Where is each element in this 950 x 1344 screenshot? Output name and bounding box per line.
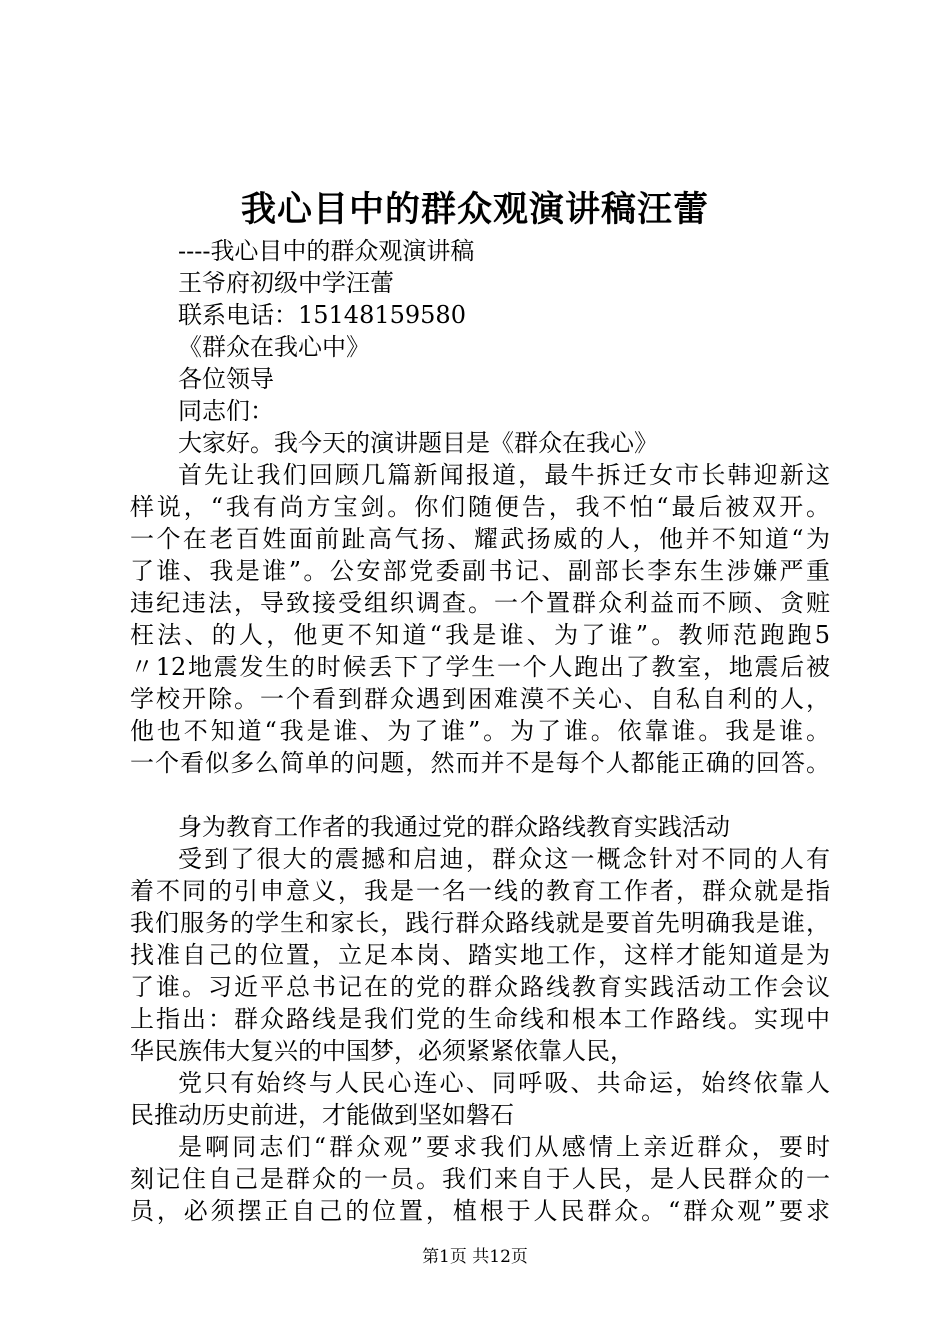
paragraph-line: 是啊同志们“群众观”要求我们从感情上亲近群众，要时 [178,1133,830,1161]
document-title: 我心目中的群众观演讲稿汪蕾 [240,189,709,230]
paragraph-line: 一个在老百姓面前趾高气扬、耀武扬威的人，他并不知道“为 [130,525,830,553]
subtitle-line: ----我心目中的群众观演讲稿 [178,237,475,265]
paragraph-line: 民推动历史前进，才能做到坚如磐石 [130,1101,514,1129]
paragraph-line: 党只有始终与人民心连心、同呼吸、共命运，始终依靠人 [178,1069,830,1097]
paragraph-line: 我们服务的学生和家长，践行群众路线就是要首先明确我是谁， [130,909,830,937]
paragraph-line: 刻记住自己是群众的一员。我们来自于人民，是人民群众的一 [130,1165,830,1193]
paragraph-line: 上指出：群众路线是我们党的生命线和根本工作路线。实现中 [130,1005,830,1033]
paragraph-line: 了谁。习近平总书记在的党的群众路线教育实践活动工作会议 [130,973,830,1001]
paragraph-line: 样说，“我有尚方宝剑。你们随便告，我不怕“最后被双开。 [130,493,830,521]
paragraph-line: 受到了很大的震撼和启迪，群众这一概念针对不同的人有 [178,845,830,873]
salutation-leaders: 各位领导 [178,365,274,393]
paragraph-line: 首先让我们回顾几篇新闻报道，最牛拆迁女市长韩迎新这 [178,461,830,489]
greeting-line: 大家好。我今天的演讲题目是《群众在我心》 [178,429,658,457]
page-number-footer: 第1页 共12页 [422,1247,528,1267]
paragraph-line: 华民族伟大复兴的中国梦，必须紧紧依靠人民， [130,1037,634,1065]
paragraph-line: 找准自己的位置，立足本岗、踏实地工作，这样才能知道是为 [130,941,830,969]
paragraph-line: 了谁、我是谁”。公安部党委副书记、副部长李东生涉嫌严重 [130,557,830,585]
author-line: 王爷府初级中学汪蕾 [178,269,394,297]
paragraph-line: 员，必须摆正自己的位置，植根于人民群众。“群众观”要求 [130,1197,830,1225]
speech-title-line: 《群众在我心中》 [178,333,370,361]
paragraph-line: 学校开除。一个看到群众遇到困难漠不关心、自私自利的人， [130,685,830,713]
paragraph-line: 他也不知道“我是谁、为了谁”。为了谁。依靠谁。我是谁。 [130,717,830,745]
salutation-comrades: 同志们： [178,397,274,425]
paragraph-line: 身为教育工作者的我通过党的群众路线教育实践活动 [178,813,730,841]
paragraph-line: 〃12地震发生的时候丢下了学生一个人跑出了教室，地震后被 [130,653,830,681]
paragraph-line: 一个看似多么简单的问题，然而并不是每个人都能正确的回答。 [130,749,830,777]
phone-line: 联系电话：15148159580 [178,301,466,329]
paragraph-line: 枉法、的人，他更不知道“我是谁、为了谁”。教师范跑跑5 [130,621,830,649]
paragraph-line: 违纪违法，导致接受组织调查。一个置群众利益而不顾、贪赃 [130,589,830,617]
paragraph-line: 着不同的引申意义，我是一名一线的教育工作者，群众就是指 [130,877,830,905]
